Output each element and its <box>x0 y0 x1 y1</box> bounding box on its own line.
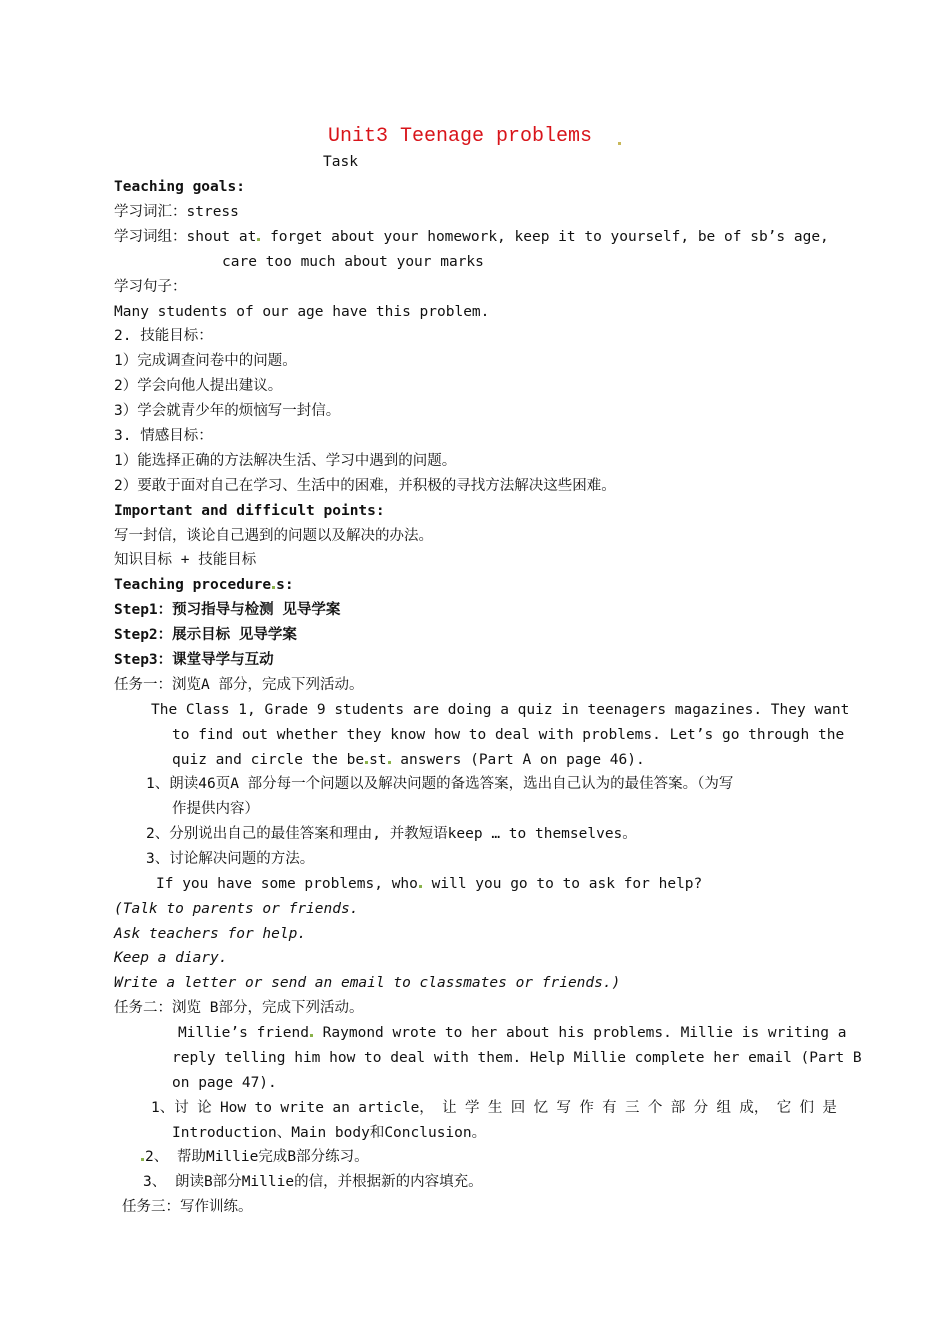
marker-dot <box>388 761 391 764</box>
procedures-heading <box>114 575 294 595</box>
points-line-2: 知识目标 + 技能目标 <box>114 552 257 568</box>
task-1-para-line-3c: st <box>369 752 387 768</box>
word: 回 <box>510 1100 526 1116</box>
marker-dot <box>419 885 422 888</box>
task-2-item-2-text: 2、 帮助Millie完成B部分练习。 <box>145 1149 369 1165</box>
step-3: Step3：课堂导学与互动 <box>114 652 274 668</box>
question-line <box>156 874 702 894</box>
task-2-item-3: 3、 朗读B部分Millie的信，并根据新的内容填充。 <box>143 1174 483 1190</box>
marker-dot <box>272 586 275 589</box>
word: 是 <box>822 1100 837 1116</box>
skill-item-1: 1）完成调查问卷中的问题。 <box>114 353 297 369</box>
word: 让 <box>442 1100 457 1116</box>
procedures-heading-b: s: <box>276 577 294 593</box>
skill-heading: 2. 技能目标： <box>114 328 213 344</box>
task-1-para-line-2: to find out whether they know how to deal with problems. Let’s go through the <box>172 727 845 743</box>
word: 1、讨 <box>151 1100 189 1116</box>
word: 忆 <box>533 1100 549 1116</box>
task-1-para-line-3a: quiz <box>172 752 216 768</box>
word: 部 <box>670 1100 686 1116</box>
task-1-item-2: 2、分别说出自己的最佳答案和理由, 并教短语keep … to themselves。 <box>146 826 637 842</box>
word: 论 <box>197 1100 212 1116</box>
task-1-para-line-3b: and circle the be <box>215 752 365 768</box>
procedures-heading-a: Teaching procedure <box>114 577 272 593</box>
word: 三 <box>625 1100 640 1116</box>
task-1-item-1-line-2: 作提供内容） <box>172 801 259 817</box>
step-1: Step1：预习指导与检测 见导学案 <box>114 602 341 618</box>
task-1-para-line-1: The Class 1, Grade 9 students are doing a quiz in teenagers magazines. They want <box>151 702 850 718</box>
phrases-line-1a: 学习词组：shout at <box>114 229 257 245</box>
title-marker-dot <box>618 142 621 145</box>
task-1-para-line-3 <box>172 750 645 770</box>
step-2: Step2：展示目标 见导学案 <box>114 627 297 643</box>
answer-line-2: Ask teachers for help. <box>114 926 307 942</box>
marker-dot <box>257 238 260 241</box>
answer-line-1: (Talk to parents or friends. <box>114 901 359 917</box>
task-1-para-line-3d: answers (Part A on page 46). <box>391 752 645 768</box>
word: 个 <box>647 1100 663 1116</box>
task-1-heading: 任务一：浏览A 部分，完成下列活动。 <box>114 677 364 693</box>
emotion-item-2: 2）要敢于面对自己在学习、生活中的困难，并积极的寻找方法解决这些困难。 <box>114 478 616 494</box>
goals-heading: Teaching goals: <box>114 179 245 195</box>
page-title: Unit3 Teenage problems <box>328 125 593 148</box>
emotion-heading: 3. 情感目标： <box>114 428 213 444</box>
word: How <box>219 1100 247 1116</box>
task-2-para-line-2: reply telling him how to deal with them. Help Millie complete her email (Part B <box>172 1050 862 1066</box>
answer-line-4: Write a letter or send an email to classmates or friends.) <box>114 975 621 991</box>
points-heading: Important and difficult points: <box>114 503 385 519</box>
task-1-item-1-line-1: 1、朗读46页A 部分每一个问题以及解决问题的备选答案，选出自己认为的最佳答案。（为写 <box>146 776 734 792</box>
task-2-para-line-1b: Raymond wrote to her about his problems. Millie is writing a <box>313 1025 847 1041</box>
task-2-heading: 任务二：浏览 B部分，完成下列活动。 <box>114 1000 364 1016</box>
word: 学 <box>465 1100 480 1116</box>
word: 它 <box>776 1100 792 1116</box>
word: write <box>280 1100 324 1116</box>
word: 组 <box>716 1100 731 1116</box>
sentence-line: Many students of our age have this problem. <box>114 304 490 320</box>
points-line-1: 写一封信，谈论自己遇到的问题以及解决的办法。 <box>114 528 433 544</box>
word: 作 <box>579 1100 594 1116</box>
skill-item-3: 3）学会就青少年的烦恼写一封信。 <box>114 403 341 419</box>
marker-dot <box>310 1034 313 1037</box>
marker-dot <box>141 1158 144 1161</box>
word: 们 <box>799 1100 815 1116</box>
task-2-para-line-3: on page 47). <box>172 1075 277 1091</box>
phrases-line-1b: forget about your homework, keep it to yourself, be of sb’s age, <box>261 229 829 245</box>
task-3-heading: 任务三：写作训练。 <box>122 1199 253 1215</box>
word: 写 <box>556 1100 571 1116</box>
question-line-b: will you go to to ask for help? <box>422 876 703 892</box>
word: 成， <box>739 1100 769 1116</box>
word: 分 <box>693 1100 709 1116</box>
task-2-item-2 <box>140 1147 369 1167</box>
vocab-line: 学习词汇：stress <box>114 204 239 220</box>
phrases-line-2: care too much about your marks <box>222 254 484 270</box>
page-subtitle: Task <box>323 154 358 170</box>
word: article， <box>358 1100 434 1116</box>
task-1-item-3: 3、讨论解决问题的方法。 <box>146 851 315 867</box>
sentence-heading: 学习句子： <box>114 279 187 295</box>
question-line-a: If you have some problems, who <box>156 876 418 892</box>
word: 有 <box>602 1100 617 1116</box>
task-2-para-line-1a: Millie’s friend <box>178 1025 309 1041</box>
task-2-item-1-line-2: Introduction、Main body和Conclusion。 <box>172 1125 487 1141</box>
task-2-item-1-line-1 <box>151 1098 837 1118</box>
phrases-line-1 <box>114 227 829 247</box>
emotion-item-1: 1）能选择正确的方法解决生活、学习中遇到的问题。 <box>114 453 457 469</box>
task-2-para-line-1 <box>178 1023 846 1043</box>
answer-line-3: Keep a diary. <box>114 950 228 966</box>
word: to <box>254 1100 272 1116</box>
marker-dot <box>365 761 368 764</box>
word: an <box>332 1100 350 1116</box>
word: 生 <box>487 1100 503 1116</box>
skill-item-2: 2）学会向他人提出建议。 <box>114 378 283 394</box>
